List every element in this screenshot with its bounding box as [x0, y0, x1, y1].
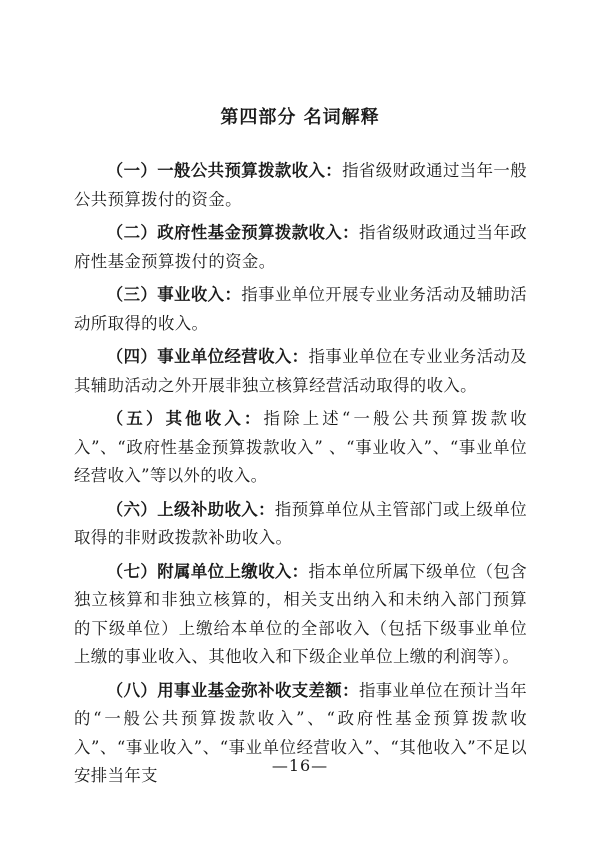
definition-item: [74, 343, 527, 400]
definition-term: （二）政府性基金预算拨款收入：: [106, 223, 359, 242]
definition-term: （一）一般公共预算拨款收入：: [106, 161, 343, 180]
definitions-body: [74, 157, 527, 796]
definition-item: [74, 405, 527, 491]
definition-term: （三）事业收入：: [106, 285, 242, 304]
definition-item: [74, 558, 527, 672]
definition-term: （五）其他收入：: [106, 409, 264, 428]
definition-item: [74, 496, 527, 553]
section-title: 第四部分 名词解释: [220, 107, 380, 128]
definition-text: 指本单位所属下级单位（包含独立核算和非独立核算的，相关支出纳入和未纳入部门预算的下级单位）上缴给本单位的全部收入（包括下级事业单位上缴的事业收入、其他收入和下级企业单位上缴的利润等）。: [74, 561, 527, 666]
definition-item: [74, 157, 527, 214]
definition-term: （八）用事业基金弥补收支差额：: [106, 680, 359, 700]
definition-text: 指事业单位在预计当年的“一般公共预算拨款收入”、“政府性基金预算拨款收入”、“事业收入”、“事业单位经营收入”、“其他收入”不足以安排当年支: [74, 680, 528, 785]
definition-text: 指省级财政通过当年政府性基金预算拨付的资金。: [74, 223, 528, 271]
definition-text: 指事业单位开展专业业务活动及辅助活动所取得的收入。: [74, 285, 527, 333]
definition-term: （六）上级补助收入：: [106, 499, 275, 519]
definition-term: （七）附属单位上缴收入：: [106, 561, 309, 581]
page-number: —16—: [271, 756, 329, 775]
definition-text: 指省级财政通过当年一般公共预算拨付的资金。: [74, 161, 527, 209]
definition-text: 指事业单位在专业业务活动及其辅助活动之外开展非独立核算经营活动取得的收入。: [74, 347, 527, 395]
definition-item: [74, 281, 527, 338]
definition-text: 指预算单位从主管部门或上级单位取得的非财政拨款补助收入。: [74, 499, 528, 547]
definition-text: 指除上述“一般公共预算拨款收入”、“政府性基金预算拨款收入” 、“事业收入”、“事业单位经营收入”等以外的收入。: [74, 409, 527, 485]
definition-term: （四）事业单位经营收入：: [106, 347, 309, 366]
definition-item: [74, 219, 527, 276]
